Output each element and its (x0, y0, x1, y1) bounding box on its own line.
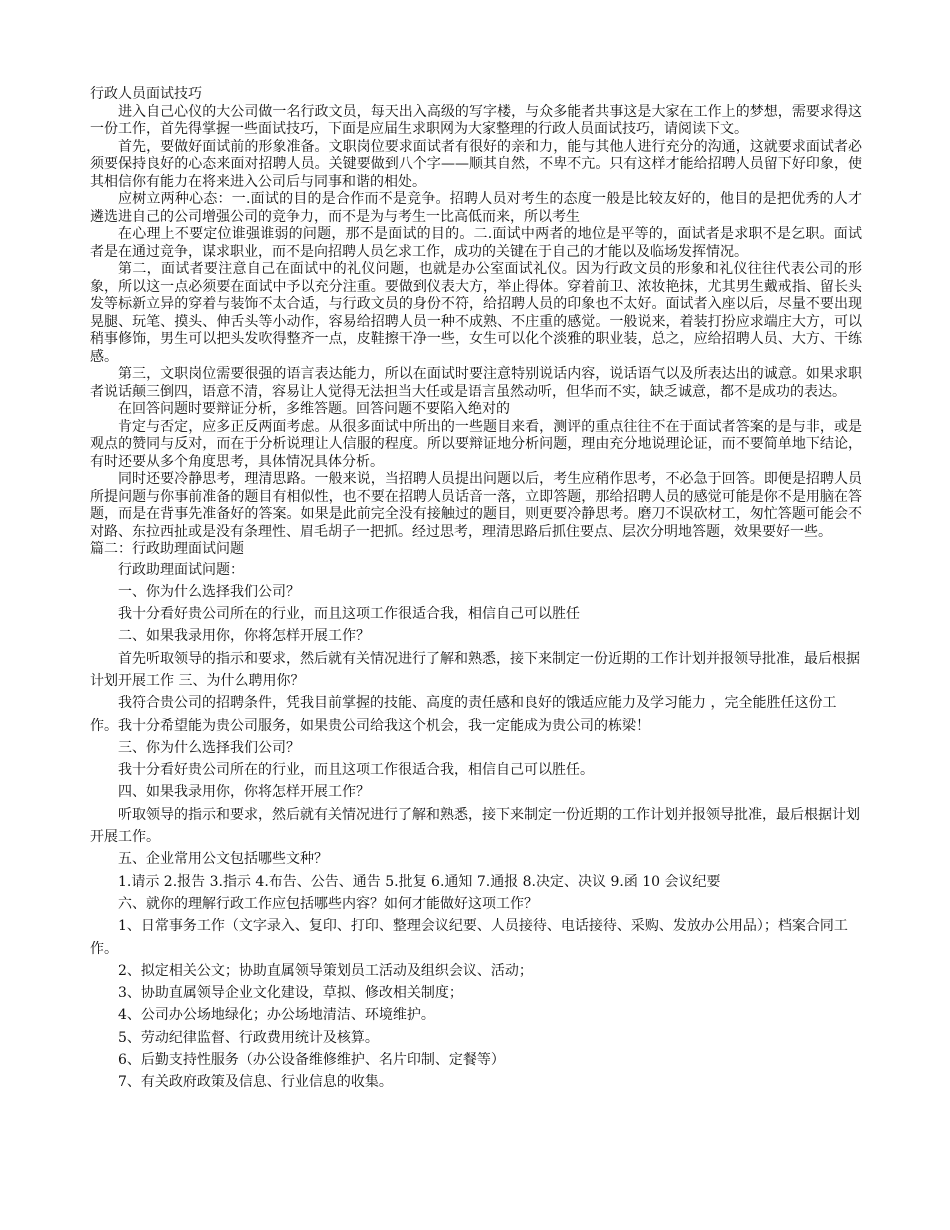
question: 二、如果我录用你，你将怎样开展工作？ (118, 628, 370, 645)
paragraph: 行政助理面试问题： (118, 561, 244, 578)
section-1 (90, 86, 862, 559)
answer: 我十分看好贵公司所在的行业，而且这项工作很适合我，相信自己可以胜任 (118, 606, 580, 623)
list-item: 6、后勤支持性服务（办公设备维修维护、名片印制、定餐等） (118, 1052, 505, 1069)
question: 六、就你的理解行政工作应包括哪些内容？如何才能做好这项工作？ (118, 895, 538, 912)
list-item: 5、劳动纪律监督、行政费用统计及核算。 (118, 1029, 379, 1046)
section-2 (90, 559, 862, 1094)
list-item: 1、日常事务工作（文字录入、复印、打印、整理会议纪要、人员接待、电话接待、采购、发放办公用品）；档案合同工作。 (90, 918, 848, 957)
paragraph: 首先，要做好面试前的形象准备。文职岗位要求面试者有很好的亲和力，能与其他人进行充分的沟通，这就要求面试者必须要保持良好的心态来面对招聘人员。关键要做到八个字——顺其自然，不卑不亢。只有这样才能给招聘人员留下好印象，使其相信你有能力在将来进入公司后与同事和谐的相处。 (90, 138, 862, 190)
list-item: 2、拟定相关公文；协助直属领导策划员工活动及组织会议、活动； (118, 962, 533, 979)
list-item: 7、有关政府政策及信息、行业信息的收集。 (118, 1074, 393, 1091)
question: 三、你为什么选择我们公司？ (118, 739, 300, 756)
paragraph: 第三，文职岗位需要很强的语言表达能力，所以在面试时要注意特别说话内容，说话语气以及所表达出的诚意。如果求职者说话颠三倒四，语意不清，容易让人觉得无法担当大任或是语言虽然动听，但华而不实，缺乏诚意，都不是成功的表达。 (90, 366, 862, 400)
paragraph: 在回答问题时要辩证分析，多维答题。回答问题不要陷入绝对的 (118, 401, 510, 417)
paragraph: 应树立两种心态：一.面试的目的是合作而不是竞争。招聘人员对考生的态度一般是比较友好的，他目的是把优秀的人才遴选进自己的公司增强公司的竞争力，而不是为与考生一比高低而来，所以考生 (90, 191, 862, 225)
answer: 我符合贵公司的招聘条件，凭我目前掌握的技能、高度的责任感和良好的饿适应能力及学习能力 ，完全能胜任这份工作。我十分希望能为贵公司服务，如果贵公司给我这个机会，我一定能成为贵公司的栋梁！ (90, 695, 837, 734)
document-title: 行政人员面试技巧 (90, 86, 202, 102)
paragraph: 在心理上不要定位谁强谁弱的问题，那不是面试的目的。二.面试中两者的地位是平等的，面试者是求职不是乞职。面试者是在通过竞争，谋求职业，而不是向招聘人员乞求工作，成功的关键在于自己的才能以及临场发挥情况。 (90, 226, 862, 260)
section-heading: 篇二：行政助理面试问题 (90, 541, 244, 557)
paragraph: 同时还要冷静思考，理清思路。一般来说，当招聘人员提出问题以后，考生应稍作思考，不必急于回答。即便是招聘人员所提问题与你事前准备的题目有相似性，也不要在招聘人员话音一落，立即答题，那给招聘人员的感觉可能是你不是用脑在答题，而是在背事先准备好的答案。如果是此前完全没有接触过的题目，则更要冷静思考。磨刀不误砍材工，匆忙答题可能会不对路、东拉西扯或是没有条理性、眉毛胡子一把抓。经过思考，理清思路后抓住要点、层次分明地答题，效果要好一些。 (90, 471, 862, 540)
answer: 首先听取领导的指示和要求，然后就有关情况进行了解和熟悉，接下来制定一份近期的工作计划并报领导批准，最后根据计划开展工作 三、为什么聘用你？ (90, 650, 860, 689)
answer: 听取领导的指示和要求，然后就有关情况进行了解和熟悉，接下来制定一份近期的工作计划并报领导批准，最后根据计划开展工作。 (90, 806, 860, 846)
paragraph: 第二，面试者要注意自己在面试中的礼仪问题，也就是办公室面试礼仪。因为行政文员的形象和礼仪往往代表公司的形象，所以这一点必须要在面试中予以充分注重。要做到仪表大方，举止得体。穿着前卫、浓妆艳抹，尤其男生戴戒指、留长头发等标新立异的穿着与装饰不太合适，与行政文员的身份不符，给招聘人员的印象也不太好。面试者入座以后，尽量不要出现晃腿、玩笔、摸头、伸舌头等小动作，容易给招聘人员一种不成熟、不庄重的感觉。一般说来，着装打扮应求端庄大方，可以稍事修饰，男生可以把头发吹得整齐一点，皮鞋擦干净一些，女生可以化个淡雅的职业装，总之，应给招聘人员、大方、干练感。 (90, 261, 862, 365)
answer: 我十分看好贵公司所在的行业，而且这项工作很适合我，相信自己可以胜任。 (118, 762, 594, 779)
answer: 1.请示 2.报告 3.指示 4.布告、公告、通告 5.批复 6.通知 7.通报 8.决定、决议 9.函 10 会议纪要 (118, 873, 721, 890)
paragraph: 肯定与否定，应多正反两面考虑。从很多面试中所出的一些题目来看，测评的重点往往不在于面试者答案的是与非，或是观点的赞同与反对，而在于分析说理让人信服的程度。所以要辩证地分析问题，理由充分地说理论证，而不要简单地下结论，有时还要从多个角度思考，具体情况具体分析。 (90, 418, 862, 470)
list-item: 4、公司办公场地绿化；办公场地清洁、环境维护。 (118, 1007, 435, 1024)
list-item: 3、协助直属领导企业文化建设，草拟、修改相关制度； (118, 985, 463, 1002)
question: 四、如果我录用你，你将怎样开展工作？ (118, 784, 370, 801)
question: 五、企业常用公文包括哪些文种？ (118, 851, 328, 868)
paragraph: 进入自己心仪的大公司做一名行政文员，每天出入高级的写字楼，与众多能者共事这是大家在工作上的梦想，需要求得这一份工作，首先得掌握一些面试技巧，下面是应届生求职网为大家整理的行政人员面试技巧，请阅读下文。 (90, 103, 862, 137)
question: 一、你为什么选择我们公司？ (118, 583, 300, 600)
